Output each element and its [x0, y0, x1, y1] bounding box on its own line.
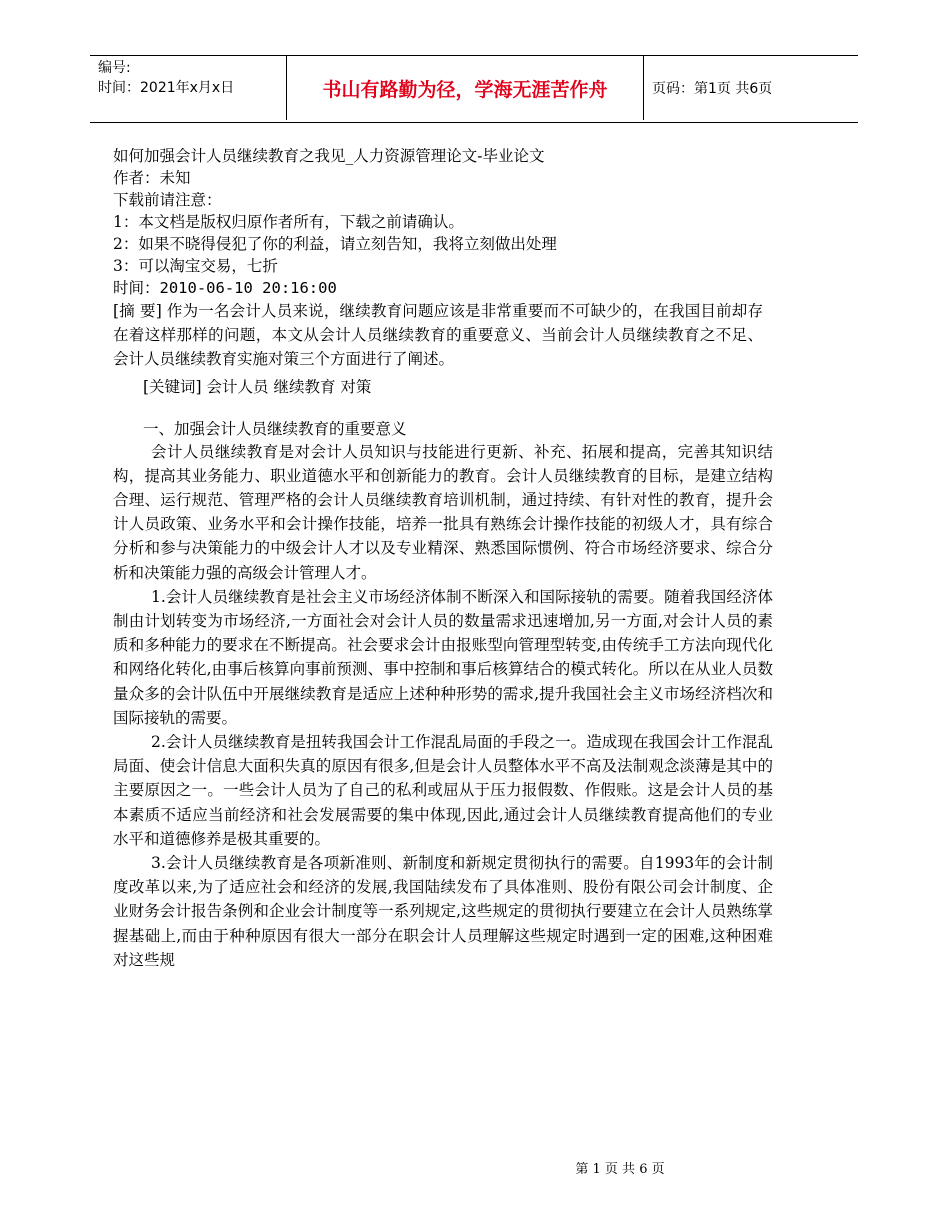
header-meta	[98, 58, 284, 120]
notice-heading: 下载前请注意：	[113, 191, 222, 209]
publish-time: 时间：2010-06-10 20:16:00	[113, 279, 337, 297]
page-footer: 第 1 页 共 6 页	[575, 1162, 665, 1177]
page-header	[90, 55, 858, 123]
number-label: 编号:	[98, 60, 131, 76]
keywords: [关键词] 会计人员 继续教育 对策	[143, 377, 372, 396]
author-line: 作者：未知	[113, 169, 191, 187]
time-label: 时间：2021年x月x日	[98, 80, 235, 96]
paragraph-2: 1.会计人员继续教育是社会主义市场经济体制不断深入和国际接轨的需要。随着我国经济体制由计划转变为市场经济,一方面社会对会计人员的数量需求迅速增加,另一方面,对会计人员的素质和多种能力的要求在不断提高。社会要求会计由报账型向管理型转变,由传统手工方法向现代化和网络化转化,由事后核算向事前预测、事中控制和事后核算结合的模式转化。所以在从业人员数量众多的会计队伍中开展继续教育是适应上述种种形势的需求,提升我国社会主义市场经济档次和国际接轨的需要。	[113, 587, 773, 727]
notice-item-2: 2：如果不晓得侵犯了你的利益，请立刻告知，我将立刻做出处理	[113, 235, 557, 253]
header-motto: 书山有路勤为径，学海无涯苦作舟	[286, 56, 644, 120]
document-title: 如何加强会计人员继续教育之我见_人力资源管理论文-毕业论文	[113, 147, 545, 165]
document-body	[113, 145, 773, 972]
paragraph-4: 3.会计人员继续教育是各项新准则、新制度和新规定贯彻执行的需要。自1993年的会计制度改革以来,为了适应社会和经济的发展,我国陆续发布了具体准则、股份有限公司会计制度、企业财务会计报告条例和企业会计制度等一系列规定,这些规定的贯彻执行要建立在会计人员熟练掌握基础上,而由于种种原因有很大一部分在职会计人员理解这些规定时遇到一定的困难,这种困难对这些规	[113, 854, 773, 969]
notice-item-1: 1：本文档是版权归原作者所有，下载之前请确认。	[113, 213, 464, 231]
paragraph-3: 2.会计人员继续教育是扭转我国会计工作混乱局面的手段之一。造成现在我国会计工作混乱局面、使会计信息大面积失真的原因有很多,但是会计人员整体水平不高及法制观念淡薄是其中的主要原因之一。一些会计人员为了自己的私利或屈从于压力报假数、作假账。这是会计人员的基本素质不适应当前经济和社会发展需要的集中体现,因此,通过会计人员继续教育提高他们的专业水平和道德修养是极其重要的。	[113, 733, 773, 848]
section-heading-1: 一、加强会计人员继续教育的重要意义	[143, 419, 407, 438]
abstract: [摘 要] 作为一名会计人员来说，继续教育问题应该是非常重要而不可缺少的，在我国目前却存在着这样那样的问题，本文从会计人员继续教育的重要意义、当前会计人员继续教育之不足、会计人员继续教育实施对策三个方面进行了阐述。	[113, 302, 763, 369]
paragraph-1: 会计人员继续教育是对会计人员知识与技能进行更新、补充、拓展和提高，完善其知识结构，提高其业务能力、职业道德水平和创新能力的教育。会计人员继续教育的目标，是建立结构合理、运行规范、管理严格的会计人员继续教育培训机制，通过持续、有针对性的教育，提升会计人员政策、业务水平和会计操作技能，培养一批具有熟练会计操作技能的初级人才，具有综合分析和参与决策能力的中级会计人才以及专业精深、熟悉国际惯例、符合市场经济要求、综合分析和决策能力强的高级会计管理人才。	[113, 442, 773, 582]
notice-item-3: 3：可以淘宝交易，七折	[113, 257, 278, 275]
header-page-info: 页码：第1页 共6页	[652, 81, 773, 97]
